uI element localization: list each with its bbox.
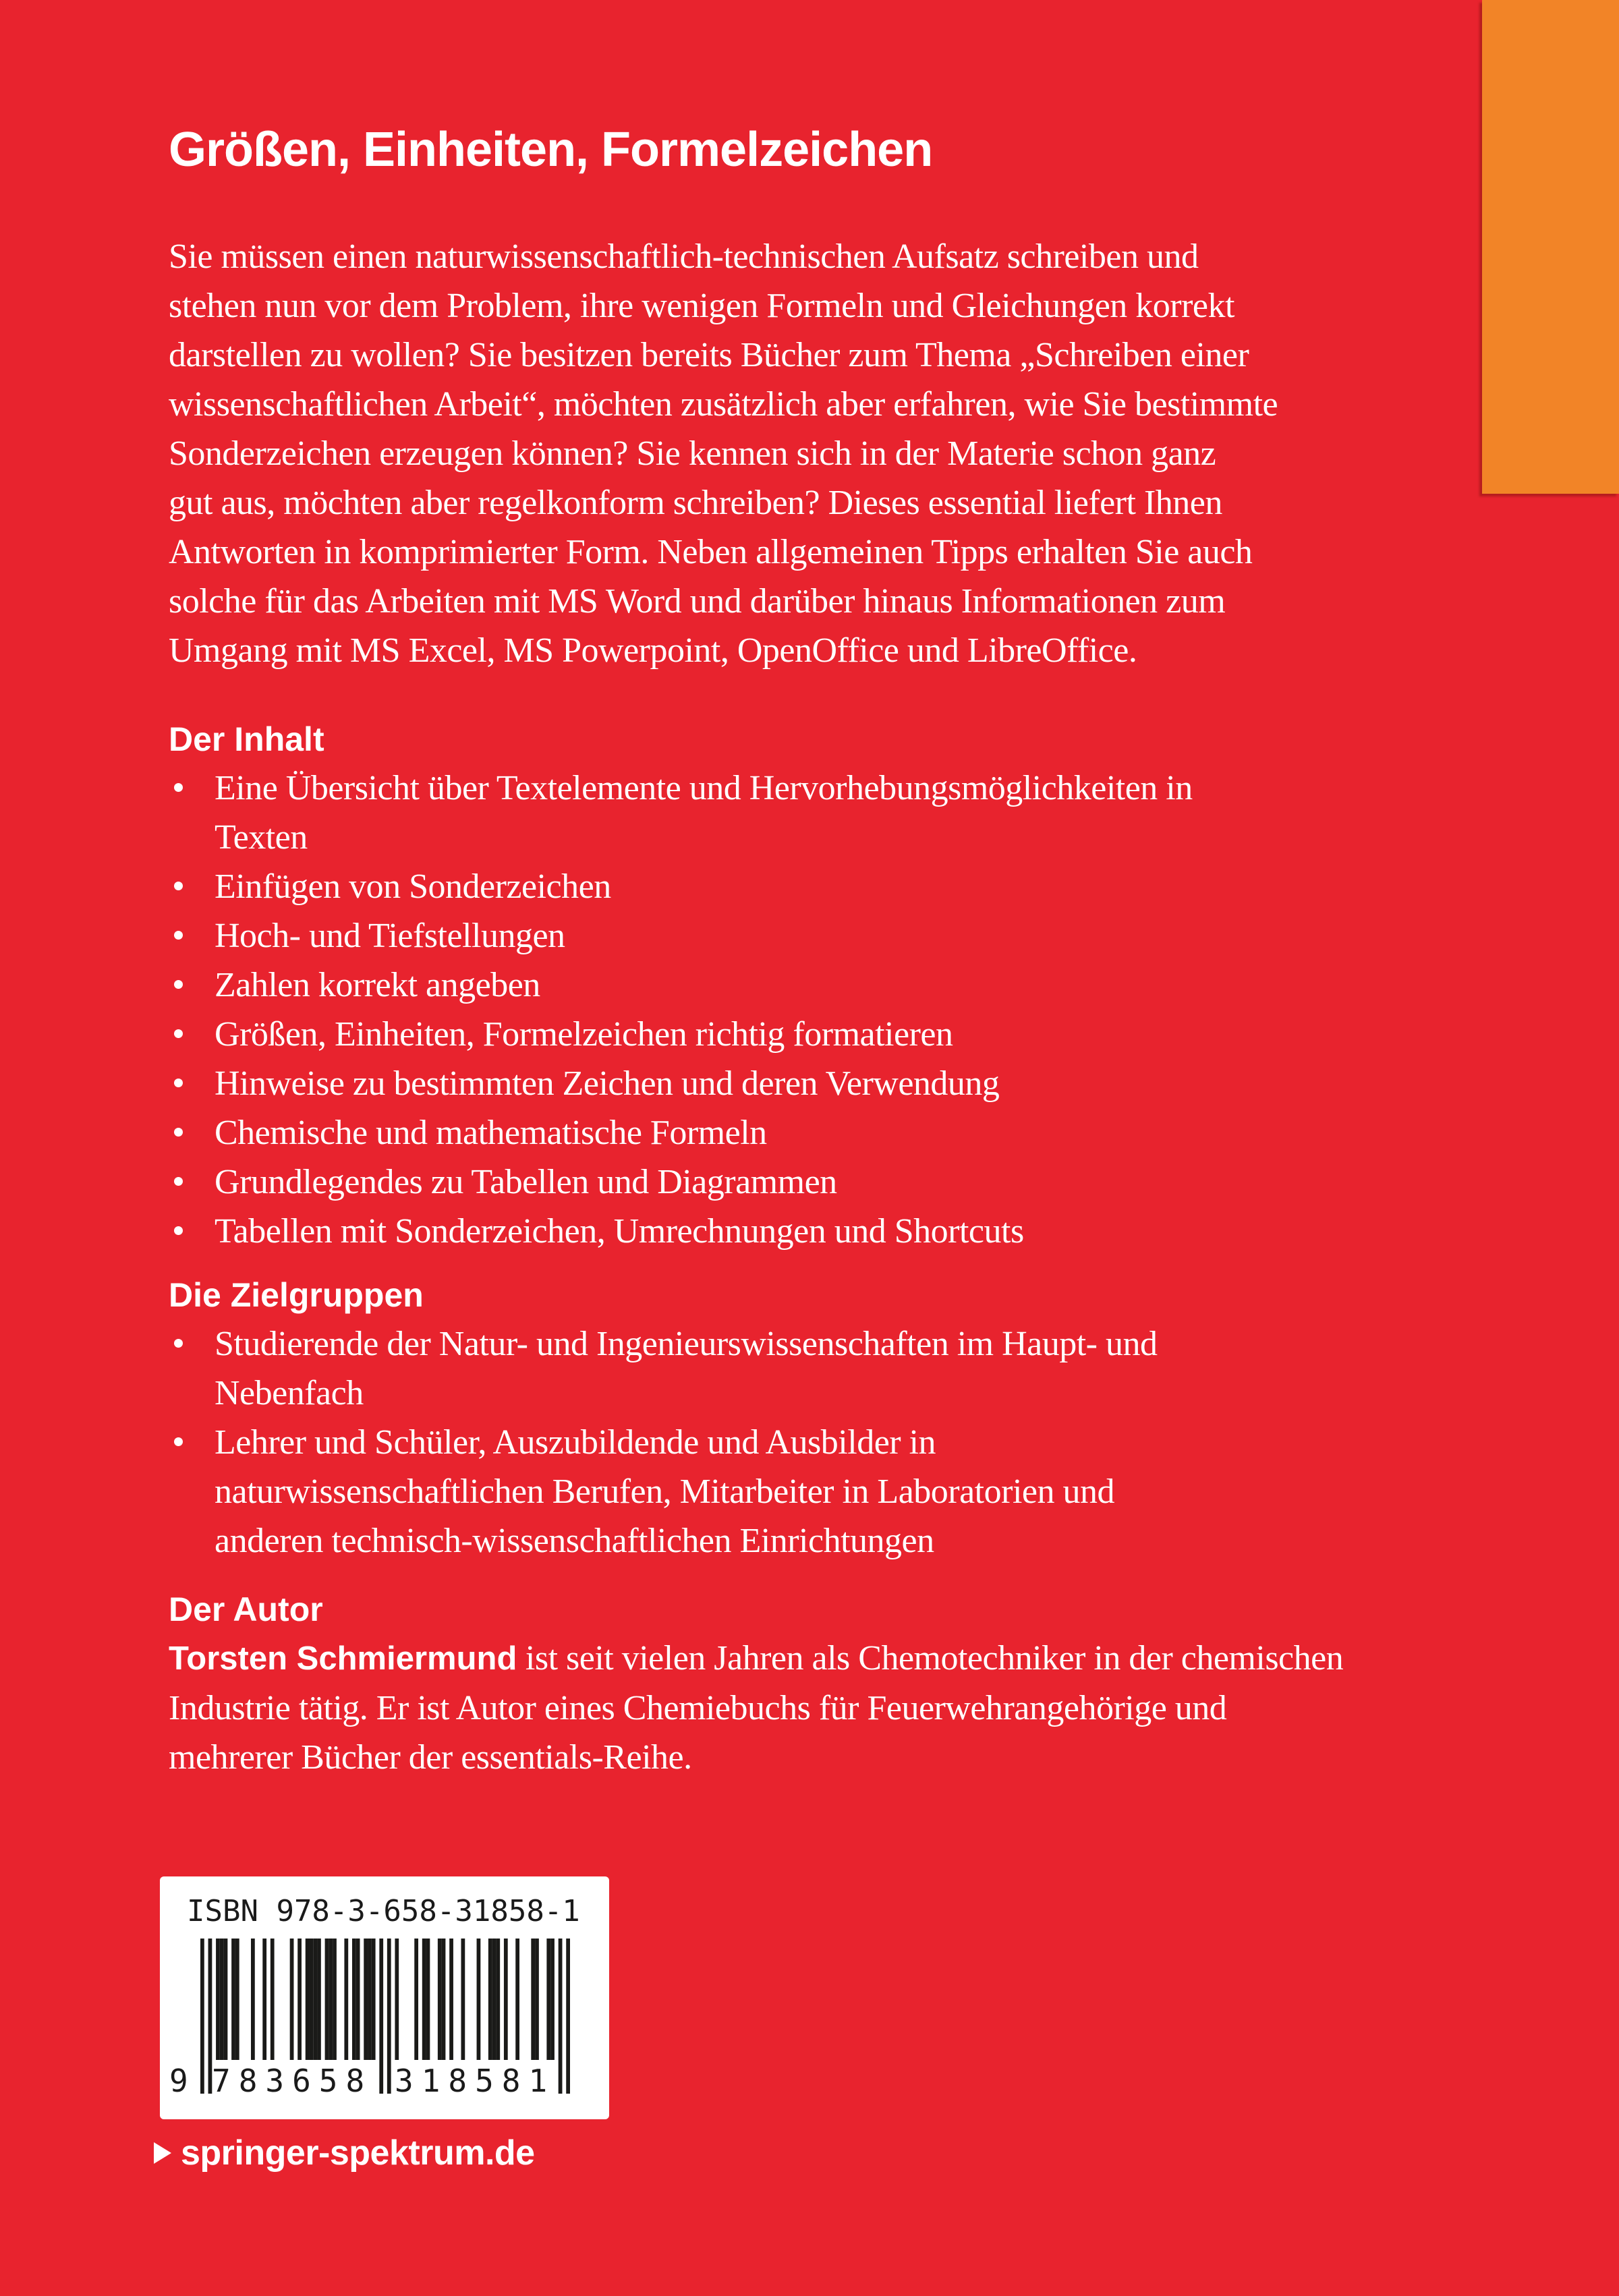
content-bullet-list [215,764,1449,1256]
bullet-dot [174,1029,183,1038]
publisher-url: springer-spektrum.de [181,2133,535,2173]
list-item-line: anderen technisch-wissenschaftlichen Einrichtungen [215,1522,934,1560]
list-item-line: Texten [215,818,308,857]
isbn-barcode-panel [160,1876,609,2119]
ean-digit-group-left: 783658 [212,2063,373,2099]
list-item-line: naturwissenschaftlichen Berufen, Mitarbeiter in Laboratorien und [215,1472,1114,1511]
list-item-line: Hoch- und Tiefstellungen [215,911,1449,960]
isbn-number: ISBN 978-3-658-31858-1 [187,1894,580,1928]
list-item-line: Grundlegendes zu Tabellen und Diagrammen [215,1157,1449,1207]
bullet-dot [174,1437,183,1446]
bullet-dot [174,1226,183,1235]
bullet-dot [174,1177,183,1186]
bullet-dot [174,980,183,989]
author-paragraph [169,1634,1464,1782]
text-line: Industrie tätig. Er ist Autor eines Chemiebuchs für Feuerwehrangehörige und [169,1689,1227,1727]
triangle-right-icon [154,2142,171,2164]
text-line: gut aus, möchten aber regelkonform schreiben? Dieses essential liefert Ihnen [169,484,1222,522]
text-line: mehrerer Bücher der essentials-Reihe. [169,1738,692,1777]
bullet-dot [174,1339,183,1348]
ean-digit-group-right: 318581 [395,2063,556,2099]
bullet-dot [174,882,183,890]
list-item-line: Lehrer und Schüler, Auszubildende und Ausbilder in [215,1418,1449,1467]
list-item-line: Einfügen von Sonderzeichen [215,862,1449,911]
text-line: solche für das Arbeiten mit MS Word und darüber hinaus Informationen zum [169,582,1226,621]
list-item-line: Eine Übersicht über Textelemente und Hervorhebungsmöglichkeiten in [215,764,1449,813]
list-item-line: Studierende der Natur- und Ingenieurswissenschaften im Haupt- und [215,1319,1449,1369]
list-item-line: Größen, Einheiten, Formelzeichen richtig formatieren [215,1010,1449,1059]
list-item-line: Chemische und mathematische Formeln [215,1108,1449,1157]
ean-digit-first: 9 [169,2063,188,2099]
list-item-line: Hinweise zu bestimmten Zeichen und deren Verwendung [215,1059,1449,1108]
list-item-line: Zahlen korrekt angeben [215,960,1449,1010]
book-title: Größen, Einheiten, Formelzeichen [169,123,933,177]
text-line: Sie müssen einen naturwissenschaftlich-technischen Aufsatz schreiben und [169,237,1199,276]
bullet-dot [174,1079,183,1087]
section-heading-inhalt: Der Inhalt [169,720,324,758]
text-line: wissenschaftlichen Arbeit“, möchten zusätzlich aber erfahren, wie Sie bestimmte [169,385,1278,424]
text-line: Umgang mit MS Excel, MS Powerpoint, OpenOffice und LibreOffice. [169,631,1137,670]
text-line: darstellen zu wollen? Sie besitzen bereits Bücher zum Thema „Schreiben einer [169,336,1249,374]
text-line: Antworten in komprimierter Form. Neben allgemeinen Tipps erhalten Sie auch [169,533,1253,571]
list-item-line: Nebenfach [215,1374,364,1412]
bullet-dot [174,783,183,792]
list-item-line: Tabellen mit Sonderzeichen, Umrechnungen und Shortcuts [215,1207,1449,1256]
text-line: stehen nun vor dem Problem, ihre wenigen Formeln und Gleichungen korrekt [169,287,1234,325]
intro-paragraph [169,232,1464,675]
bullet-dot [174,931,183,940]
text-line: Sonderzeichen erzeugen können? Sie kennen sich in der Materie schon ganz [169,434,1216,473]
text-line: Torsten Schmiermund ist seit vielen Jahren als Chemotechniker in der chemischen [169,1639,1344,1677]
section-heading-zielgruppen: Die Zielgruppen [169,1276,424,1314]
bullet-dot [174,1128,183,1137]
audience-bullet-list [215,1319,1449,1566]
section-heading-autor: Der Autor [169,1590,323,1628]
corner-accent-tab [1482,0,1619,494]
